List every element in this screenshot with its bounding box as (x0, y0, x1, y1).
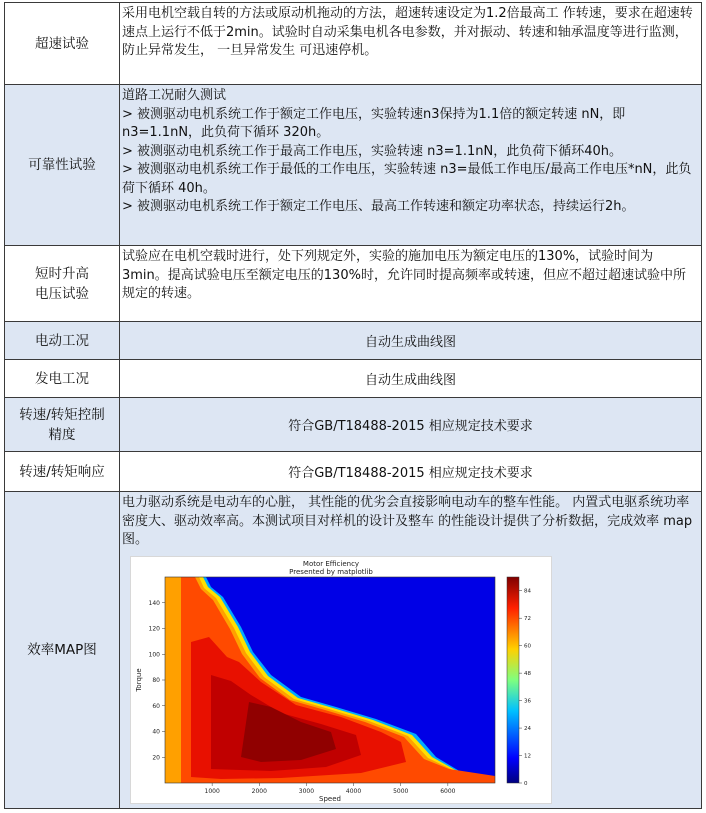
label-line: 转速/转矩控制 (19, 406, 105, 423)
x-tick-label: 5000 (393, 787, 409, 795)
colorbar-tick-label: 72 (524, 615, 531, 622)
efficiency-map-chart (130, 556, 552, 804)
row-content-motoring: 自动生成曲线图 (120, 322, 702, 360)
colorbar-tick-label: 84 (524, 588, 531, 595)
row-content-control-accuracy: 符合GB/T18488-2015 相应规定技术要求 (120, 398, 702, 452)
row-content-generating: 自动生成曲线图 (120, 360, 702, 398)
row-content-response: 符合GB/T18488-2015 相应规定技术要求 (120, 452, 702, 492)
row-label-reliability: 可靠性试验 (5, 85, 120, 246)
x-axis-label: Speed (319, 794, 341, 803)
y-tick-label: 120 (148, 625, 160, 632)
reliability-line: > 被测驱动电机系统工作于最低的工作电压，实验转速 n3=最低工作电压/最高工作电压*nN，此负荷下循环 40h。 (122, 162, 692, 196)
x-axis (205, 783, 456, 795)
efficiency-contours (165, 577, 495, 783)
row-label-response: 转速/转矩响应 (5, 452, 120, 492)
table-row (5, 360, 702, 398)
reliability-line: > 被测驱动电机系统工作于额定工作电压、最高工作转速和额定功率状态，持续运行2h。 (122, 199, 635, 214)
label-line: 电压试验 (35, 285, 89, 302)
x-tick-label: 6000 (440, 787, 456, 795)
row-label-control-accuracy (5, 398, 120, 452)
table-row (5, 452, 702, 492)
y-tick-label: 140 (148, 599, 160, 607)
x-tick-label: 3000 (298, 787, 315, 795)
row-content-efficiency-map (120, 492, 702, 809)
colorbar (507, 577, 519, 783)
table-row (5, 398, 702, 452)
y-tick-label: 60 (152, 702, 160, 710)
x-tick-label: 4000 (345, 787, 362, 795)
y-axis (149, 599, 165, 761)
table-row (5, 3, 702, 85)
table-row (5, 246, 702, 322)
y-tick-label: 80 (152, 676, 160, 684)
reliability-line-title: 道路工况耐久测试 (122, 88, 227, 103)
colorbar-tick-label: 36 (524, 698, 531, 705)
chart-subtitle: Presented by matplotlib (289, 567, 373, 576)
reliability-line: > 被测驱动电机系统工作于最高工作电压，实验转速 n3=1.1nN，此负荷下循环40h。 (122, 143, 622, 159)
y-tick-label: 20 (152, 753, 160, 761)
reliability-line: > 被测驱动电机系统工作于额定工作电压，实验转速n3保持为1.1倍的额定转速 nN，即 n3=1.1nN，此负荷下循环 320h。 (122, 106, 626, 140)
row-label-efficiency-map: 效率MAP图 (5, 492, 120, 809)
row-content-reliability (120, 85, 702, 246)
row-content-short-voltage: 试验应在电机空载时进行，处下列规定外，实验的施加电压为额定电压的130%，试验时间为3min。提高试验电压至额定电压的130%时，允许同时提高频率或转速，但应不超过超速试验中所规定的转速。 (120, 246, 702, 322)
colorbar-tick-label: 48 (524, 670, 531, 677)
chart-title: Motor Efficiency (302, 559, 360, 568)
colorbar-ticks (519, 588, 531, 786)
x-tick-label: 1000 (204, 787, 220, 795)
row-label-overspeed: 超速试验 (5, 3, 120, 85)
colorbar-tick-label: 60 (524, 643, 531, 650)
colorbar-tick-label: 12 (524, 753, 531, 760)
efficiency-map-description: 电力驱动系统是电动车的心脏， 其性能的优劣会直接影响电动车的整车性能。 内置式电驱系统功率密度大、驱动效率高。本测试项目对样机的设计及整车 的性能设计提供了分析数据，完成效率 map 图。 (122, 495, 693, 547)
colorbar-tick-label: 24 (524, 725, 531, 732)
test-spec-table (4, 2, 702, 809)
y-tick-label: 100 (148, 650, 160, 658)
table-row (5, 85, 702, 246)
row-label-motoring: 电动工况 (5, 322, 120, 360)
table-row (5, 492, 702, 809)
efficiency-map-svg (131, 557, 551, 803)
row-label-short-voltage (5, 246, 120, 322)
row-content-overspeed: 采用电机空载自转的方法或原动机拖动的方法，超速转速设定为1.2倍最高工 作转速，要求在超速转速点上运行不低于2min。试验时自动采集电机各电参数，并对振动、转速和轴承温度等进行监测， 防止异常发生， 一旦异常发生 可迅速停机。 (120, 3, 702, 85)
label-line: 短时升高 (35, 265, 89, 282)
label-line: 精度 (48, 426, 76, 443)
y-tick-label: 40 (152, 728, 160, 735)
x-tick-label: 2000 (251, 787, 267, 795)
table-row (5, 322, 702, 360)
row-label-generating: 发电工况 (5, 360, 120, 398)
y-axis-label: Torque (135, 667, 143, 692)
colorbar-tick-label: 0 (524, 780, 528, 787)
